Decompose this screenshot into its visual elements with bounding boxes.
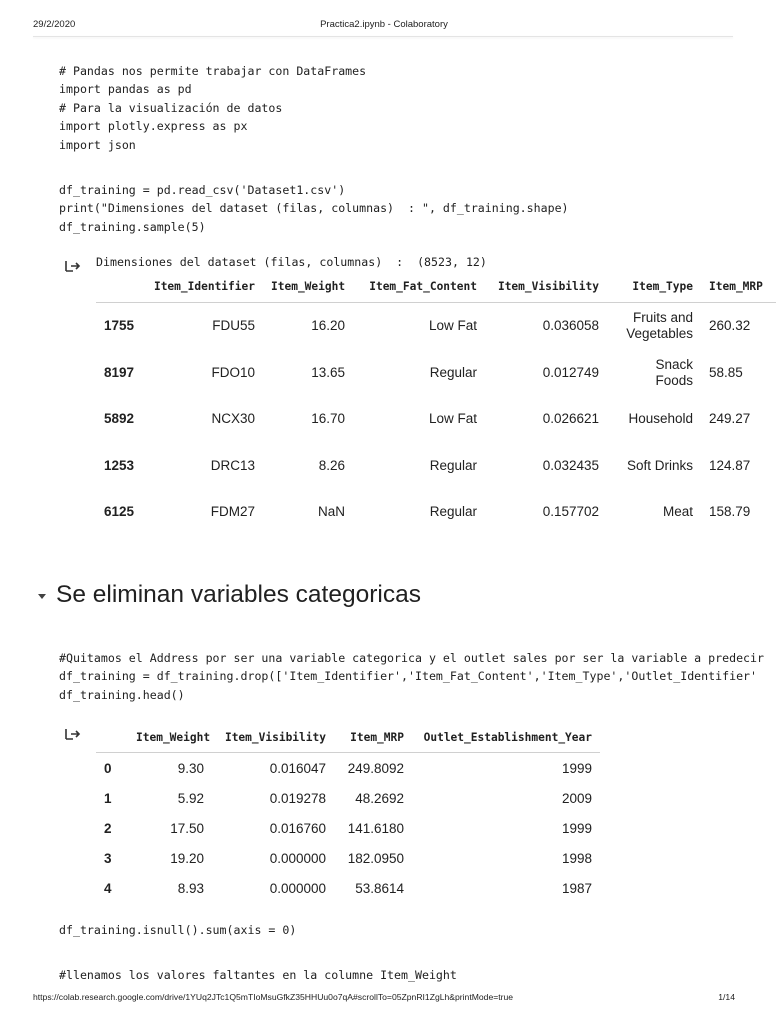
table-row xyxy=(96,443,776,490)
table-row xyxy=(96,874,600,904)
table-row xyxy=(96,813,600,843)
row-index: 3 xyxy=(104,851,112,867)
table-cell: NCX30 xyxy=(211,411,255,427)
output-table-sample xyxy=(96,270,763,540)
caret-down-icon[interactable] xyxy=(38,594,46,599)
index-header xyxy=(96,722,128,753)
code-line: # Pandas nos permite trabajar con DataFrames xyxy=(59,64,367,78)
table-row xyxy=(96,350,776,397)
row-index: 5892 xyxy=(104,411,135,427)
table-row xyxy=(96,303,776,350)
table-cell: 0.000000 xyxy=(269,881,326,897)
table-row xyxy=(96,844,600,874)
table-cell: 1999 xyxy=(561,760,592,776)
table-cell: 53.8614 xyxy=(355,881,404,897)
row-index: 4 xyxy=(104,881,112,897)
table-cell: 16.70 xyxy=(311,411,345,427)
code-line: df_training = df_training.drop(['Item_Identifier','Item_Fat_Content','Item_Type','Outlet_Identifier' xyxy=(59,669,758,684)
table-cell: 1999 xyxy=(561,820,592,836)
table-cell: 5.92 xyxy=(177,790,204,806)
column-header: Item_Fat_Content xyxy=(369,279,477,293)
table-cell: Household xyxy=(628,411,693,427)
column-header: Item_Visibility xyxy=(497,279,599,293)
column-header: Item_Weight xyxy=(271,279,346,293)
header-divider xyxy=(33,36,733,37)
table-cell: Regular xyxy=(429,504,477,520)
table-cell: 0.157702 xyxy=(542,504,599,520)
table-row xyxy=(96,783,600,813)
table-cell: 260.32 xyxy=(709,318,751,334)
column-header: Outlet_Establishment_Year xyxy=(423,730,592,744)
row-index: 2 xyxy=(104,820,112,836)
print-url: https://colab.research.google.com/drive/1YUq2JTc1Q5mTIoMsuGfkZ35HHUu0o7qA#scrollTo=05ZpnRI1ZgLh&printMode=true xyxy=(33,992,514,1002)
table-cell: 13.65 xyxy=(311,364,345,380)
print-title: Practica2.ipynb - Colaboratory xyxy=(320,19,448,30)
table-row xyxy=(96,753,600,784)
page-number: 1/14 xyxy=(718,992,735,1002)
table-cell: 0.012749 xyxy=(542,364,599,380)
row-index: 6125 xyxy=(104,504,135,520)
table-cell: Soft Drinks xyxy=(626,457,693,473)
table-cell: 124.87 xyxy=(709,457,751,473)
table-cell: Fruits and Vegetables xyxy=(626,310,693,342)
code-line: df_training.sample(5) xyxy=(59,219,206,234)
table-cell: FDO10 xyxy=(211,364,255,380)
table-cell: 0.000000 xyxy=(269,851,326,867)
table-cell: Regular xyxy=(429,457,477,473)
code-cell-isnull[interactable] xyxy=(59,921,749,939)
code-line: print("Dimensiones del dataset (filas, columnas) : ", df_training.shape) xyxy=(59,201,569,216)
code-line: #Quitamos el Address por ser una variable categorica y el outlet sales por ser la variable a predecir xyxy=(59,651,764,665)
table-cell: Regular xyxy=(429,364,477,380)
column-header: Item_MRP xyxy=(350,730,404,744)
print-header xyxy=(0,14,768,34)
table-cell: 182.0950 xyxy=(347,851,404,867)
code-line: #llenamos los valores faltantes en la columne Item_Weight xyxy=(59,968,457,982)
section-heading[interactable] xyxy=(38,578,421,612)
table-cell: 0.016047 xyxy=(269,760,326,776)
table-cell: 58.85 xyxy=(709,364,743,380)
table-row xyxy=(96,396,776,443)
table-cell: DRC13 xyxy=(210,457,255,473)
table-cell: 0.036058 xyxy=(542,318,599,334)
dataframe-head xyxy=(96,722,600,904)
table-cell: 1987 xyxy=(561,881,592,897)
table-row xyxy=(96,489,776,536)
dataframe-sample xyxy=(96,270,776,536)
code-line: df_training.isnull().sum(axis = 0) xyxy=(59,923,297,937)
table-cell: 158.79 xyxy=(709,504,751,520)
table-cell: Low Fat xyxy=(428,411,477,427)
table-cell: 1998 xyxy=(561,851,592,867)
table-header-row xyxy=(96,722,600,753)
output-arrow-icon[interactable] xyxy=(64,726,82,742)
table-cell: 0.019278 xyxy=(269,790,326,806)
table-cell: 0.026621 xyxy=(542,411,599,427)
table-cell: 16.20 xyxy=(311,318,345,334)
table-cell: 17.50 xyxy=(170,820,204,836)
table-cell: 0.016760 xyxy=(269,820,326,836)
row-index: 1755 xyxy=(104,318,135,334)
table-cell: Snack Foods xyxy=(655,356,693,388)
table-cell: Meat xyxy=(662,504,693,520)
row-index: 1 xyxy=(104,790,112,806)
section-title: Se eliminan variables categoricas xyxy=(56,581,421,608)
column-header: Item_MRP xyxy=(709,279,763,293)
code-cell-fillna-comment[interactable] xyxy=(59,966,749,984)
row-index: 0 xyxy=(104,760,112,776)
table-cell: NaN xyxy=(317,504,345,520)
output-arrow-icon[interactable] xyxy=(64,258,82,274)
column-header: Item_Type xyxy=(632,279,693,293)
code-line: import json xyxy=(59,137,136,152)
table-cell: 0.032435 xyxy=(542,457,599,473)
row-index: 1253 xyxy=(104,457,135,473)
table-cell: FDM27 xyxy=(210,504,255,520)
code-line: import pandas as pd xyxy=(59,82,192,97)
table-cell: 141.6180 xyxy=(347,820,404,836)
table-cell: 48.2692 xyxy=(355,790,404,806)
code-line: df_training.head() xyxy=(59,687,185,702)
table-cell: 2009 xyxy=(561,790,592,806)
print-footer xyxy=(0,992,768,1006)
table-cell: 249.8092 xyxy=(347,760,404,776)
code-line: import plotly.express as px xyxy=(59,119,248,134)
code-line: # Para la visualización de datos xyxy=(59,100,283,115)
column-header: Item_Weight xyxy=(136,730,211,744)
code-line: df_training = pd.read_csv('Dataset1.csv') xyxy=(59,183,346,197)
code-cell-read-csv[interactable] xyxy=(59,181,749,236)
table-cell: 8.93 xyxy=(177,881,204,897)
table-cell: FDU55 xyxy=(212,318,255,334)
table-cell: 19.20 xyxy=(170,851,204,867)
column-header: Item_Visibility xyxy=(224,730,326,744)
code-cell-imports[interactable] xyxy=(59,62,749,154)
table-cell: 8.26 xyxy=(318,457,345,473)
stdout-text: Dimensiones del dataset (filas, columnas) : (8523, 12) xyxy=(96,255,487,269)
table-header-row xyxy=(96,270,776,303)
code-cell-drop-columns[interactable] xyxy=(59,649,764,704)
column-header: Item_Identifier xyxy=(153,279,255,293)
print-date: 29/2/2020 xyxy=(33,19,76,30)
output-table-head xyxy=(96,722,616,912)
row-index: 8197 xyxy=(104,364,135,380)
index-header xyxy=(96,270,142,303)
table-cell: Low Fat xyxy=(428,318,477,334)
table-cell: 9.30 xyxy=(177,760,204,776)
table-cell: 249.27 xyxy=(709,411,751,427)
